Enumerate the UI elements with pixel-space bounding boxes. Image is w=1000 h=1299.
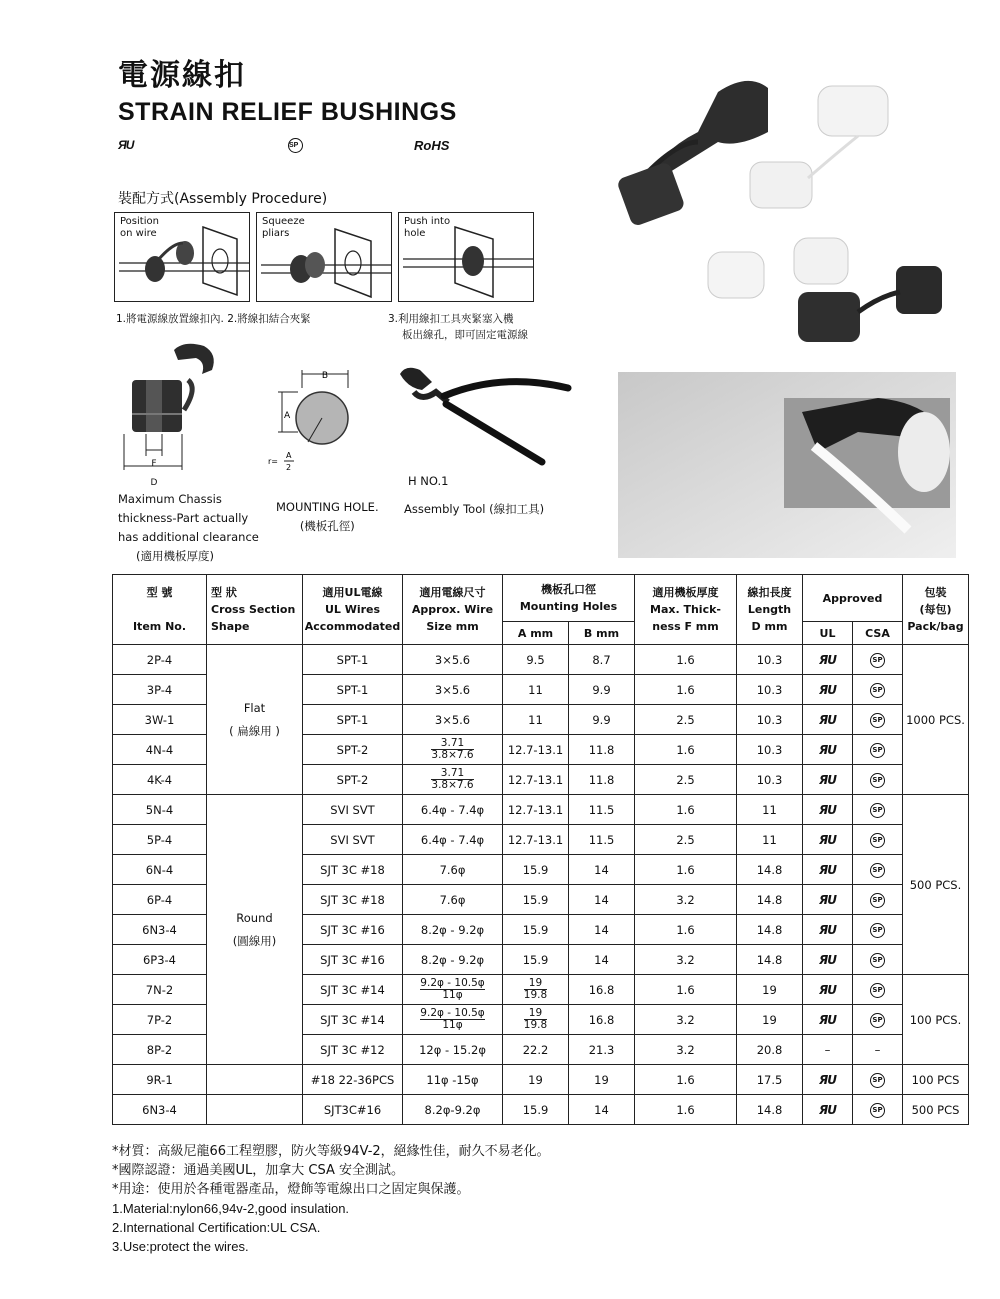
length: 14.8: [737, 915, 803, 945]
b-label: B: [321, 371, 329, 381]
table-row: [113, 1095, 969, 1125]
csa-approval: [853, 975, 903, 1005]
assembly-steps: [114, 212, 534, 302]
wire-size-fraction: [420, 1008, 484, 1031]
item-number: 3P-4: [113, 675, 207, 705]
wire-size: 7.6φ: [403, 855, 503, 885]
shape-name-cn: ( 扁線用 ): [229, 723, 280, 738]
csa-approval: [853, 855, 903, 885]
wire-size-top: 9.2φ - 10.5φ: [420, 977, 485, 989]
hole-a: 12.7-13.1: [503, 795, 569, 825]
header-mounting-holes: 機板孔口徑 Mounting Holes: [503, 575, 635, 622]
assembly-caption-1: 1.將電源線放置線扣內. 2.將線扣結合夾緊: [116, 313, 311, 325]
hole-b: 14: [569, 855, 635, 885]
ul-wire: SPT-1: [303, 705, 403, 735]
hole-a-bottom: 19.8: [523, 1019, 548, 1031]
ul-approval: [803, 675, 853, 705]
hole-b: 19: [569, 1065, 635, 1095]
wire-size: 3×5.6: [403, 645, 503, 675]
hole-a-fraction: [524, 1008, 547, 1031]
length: 14.8: [737, 855, 803, 885]
csa-logo: SP: [870, 773, 885, 788]
hole-a: 15.9: [503, 855, 569, 885]
ul-logo: ЯU: [819, 1102, 836, 1117]
hole-a-top: 19: [524, 978, 547, 990]
csa-logo: SP: [870, 713, 885, 728]
max-thickness: 3.2: [635, 945, 737, 975]
wire-size-bottom: 3.8×7.6: [431, 749, 474, 761]
ul-wire: SPT-2: [303, 765, 403, 795]
ul-wire: #18 22-36PCS: [303, 1065, 403, 1095]
ul-wire: SVI SVT: [303, 795, 403, 825]
wire-size: [403, 765, 503, 795]
ul-logo: ЯU: [819, 862, 836, 877]
csa-approval: [853, 795, 903, 825]
note-cn-certification: *國際認證：通過美國UL，加拿大 CSA 安全測試。: [112, 1163, 404, 1178]
csa-logo: SP: [870, 1073, 885, 1088]
length: 10.3: [737, 765, 803, 795]
length: 19: [737, 975, 803, 1005]
wire-size: 6.4φ - 7.4φ: [403, 795, 503, 825]
assembly-step-3: [398, 212, 534, 302]
r-label: r=: [268, 457, 278, 466]
hole-a: 19: [503, 1065, 569, 1095]
certification-row: ЯU SP RoHS: [118, 138, 450, 153]
max-thickness: 2.5: [635, 825, 737, 855]
length: 11: [737, 795, 803, 825]
note-cn-use: *用途：使用於各種電器產品，燈飾等電線出口之固定與保護。: [112, 1182, 470, 1197]
max-thickness: 1.6: [635, 1065, 737, 1095]
ul-wire: SJT 3C #18: [303, 855, 403, 885]
notes: [112, 1142, 550, 1256]
hole-a: 15.9: [503, 885, 569, 915]
hole-a: [503, 975, 569, 1005]
assembly-caption-2: 3.利用線扣工具夾緊塞入機: [388, 313, 514, 325]
wire-size-fraction: [420, 978, 484, 1001]
step-label: Push into hole: [404, 216, 451, 239]
ul-wire: SJT 3C #18: [303, 885, 403, 915]
cross-section-shape: [207, 1095, 303, 1125]
hole-a: 12.7-13.1: [503, 825, 569, 855]
item-number: 4N-4: [113, 735, 207, 765]
hole-b: 11.8: [569, 765, 635, 795]
item-number: 6N-4: [113, 855, 207, 885]
wire-size: 6.4φ - 7.4φ: [403, 825, 503, 855]
hole-a: 11: [503, 675, 569, 705]
csa-logo: SP: [870, 863, 885, 878]
item-number: 3W-1: [113, 705, 207, 735]
ul-logo: ЯU: [819, 892, 836, 907]
chassis-thickness-diagram: [118, 340, 238, 490]
cross-section-shape: [207, 645, 303, 795]
ul-logo: ЯU: [819, 1072, 836, 1087]
csa-logo: SP: [870, 683, 885, 698]
chassis-caption: Maximum Chassis thickness-Part actually has additional clearance (適用機板厚度): [118, 492, 259, 563]
cross-section-shape: [207, 1065, 303, 1095]
ul-approval: [803, 885, 853, 915]
max-thickness: 1.6: [635, 975, 737, 1005]
ul-wire: SVI SVT: [303, 825, 403, 855]
r-denominator: 2: [286, 463, 292, 472]
hole-b: 11.5: [569, 795, 635, 825]
length: 14.8: [737, 1095, 803, 1125]
item-number: 6N3-4: [113, 1095, 207, 1125]
csa-approval: [853, 945, 903, 975]
csa-logo: SP: [870, 1103, 885, 1118]
max-thickness: 1.6: [635, 1095, 737, 1125]
header-thickness: 適用機板厚度 Max. Thick- ness F mm: [635, 575, 737, 645]
csa-logo: SP: [870, 923, 885, 938]
r-numerator: A: [286, 451, 292, 460]
wire-size: [403, 975, 503, 1005]
ul-logo: ЯU: [819, 832, 836, 847]
header-a-mm: A mm: [503, 622, 569, 645]
csa-logo: SP: [870, 833, 885, 848]
wire-size-bottom: 11φ: [442, 1019, 463, 1031]
ul-wire: SJT 3C #12: [303, 1035, 403, 1065]
ul-logo: ЯU: [819, 772, 836, 787]
length: 20.8: [737, 1035, 803, 1065]
ul-approval: [803, 705, 853, 735]
assembly-caption-3: 板出線孔，即可固定電源線: [402, 329, 528, 341]
max-thickness: 1.6: [635, 795, 737, 825]
header-approved: Approved: [803, 575, 903, 622]
length: 14.8: [737, 885, 803, 915]
page-title: STRAIN RELIEF BUSHINGS: [118, 98, 457, 126]
wire-size-bottom: 11φ: [442, 989, 463, 1001]
ul-logo: ЯU: [819, 982, 836, 997]
length: 14.8: [737, 945, 803, 975]
csa-logo: SP: [870, 653, 885, 668]
csa-approval: –: [853, 1035, 903, 1065]
hole-a: 9.5: [503, 645, 569, 675]
max-thickness: 2.5: [635, 705, 737, 735]
csa-logo: SP: [870, 893, 885, 908]
csa-approval: [853, 675, 903, 705]
hole-a: 12.7-13.1: [503, 735, 569, 765]
ul-approval: –: [803, 1035, 853, 1065]
header-csa: CSA: [853, 622, 903, 645]
header-wire-size: 適用電線尺寸 Approx. Wire Size mm: [403, 575, 503, 645]
ul-logo: ЯU: [819, 712, 836, 727]
f-label: F: [151, 459, 157, 469]
wire-size: 8.2φ - 9.2φ: [403, 945, 503, 975]
hole-a: 12.7-13.1: [503, 765, 569, 795]
ul-approval: [803, 825, 853, 855]
hole-a-fraction: [524, 978, 547, 1001]
wire-size: [403, 1005, 503, 1035]
wire-size-top: 3.71: [431, 768, 473, 780]
hole-a: 11: [503, 705, 569, 735]
ul-wire: SJT 3C #16: [303, 945, 403, 975]
header-length: 線扣長度 Length D mm: [737, 575, 803, 645]
ul-logo: ЯU: [819, 682, 836, 697]
csa-approval: [853, 735, 903, 765]
item-number: 5P-4: [113, 825, 207, 855]
shape-name-cn: (圓線用): [232, 933, 277, 948]
push-into-hole-illustration: [399, 213, 535, 303]
wire-size: 11φ -15φ: [403, 1065, 503, 1095]
a-label: A: [284, 411, 291, 421]
max-thickness: 3.2: [635, 1005, 737, 1035]
length: 11: [737, 825, 803, 855]
item-number: 2P-4: [113, 645, 207, 675]
wire-size: 12φ - 15.2φ: [403, 1035, 503, 1065]
length: 10.3: [737, 645, 803, 675]
assembly-heading: 裝配方式(Assembly Procedure): [118, 191, 328, 207]
csa-logo: SP: [870, 953, 885, 968]
hole-b: 14: [569, 945, 635, 975]
d-label: D: [150, 478, 158, 488]
length: 10.3: [737, 735, 803, 765]
max-thickness: 3.2: [635, 885, 737, 915]
item-number: 7P-2: [113, 1005, 207, 1035]
shape-name: Flat: [243, 700, 266, 715]
ul-approval: [803, 735, 853, 765]
mounting-hole-diagram: [262, 360, 372, 480]
step-label: Squeeze pliars: [262, 216, 305, 239]
cross-section-shape: [207, 795, 303, 1065]
page-title-chinese: 電源線扣: [118, 58, 246, 93]
ul-approval: [803, 1065, 853, 1095]
hole-a: 15.9: [503, 915, 569, 945]
hole-b: 16.8: [569, 1005, 635, 1035]
wire-size-bottom: 3.8×7.6: [431, 779, 474, 791]
hole-b: 11.8: [569, 735, 635, 765]
ul-logo: ЯU: [819, 802, 836, 817]
note-cn-material: *材質：高級尼龍66工程塑膠，防火等級94V-2，絕緣性佳，耐久不易老化。: [112, 1144, 550, 1159]
max-thickness: 1.6: [635, 855, 737, 885]
ul-wire: SJT3C#16: [303, 1095, 403, 1125]
wire-size: 8.2φ - 9.2φ: [403, 915, 503, 945]
hole-b: 16.8: [569, 975, 635, 1005]
wire-size-fraction: [431, 768, 473, 791]
ul-approval: [803, 1005, 853, 1035]
wire-size-top: 9.2φ - 10.5φ: [420, 1007, 485, 1019]
pack-quantity: 500 PCS.: [903, 795, 969, 975]
item-number: 6P3-4: [113, 945, 207, 975]
hole-a: 15.9: [503, 1095, 569, 1125]
table-row: [113, 795, 969, 825]
item-number: 6N3-4: [113, 915, 207, 945]
ul-logo: ЯU: [819, 952, 836, 967]
ul-wire: SJT 3C #14: [303, 1005, 403, 1035]
spec-table-body: [113, 645, 969, 1125]
shape-name: Round: [236, 910, 273, 925]
item-number: 8P-2: [113, 1035, 207, 1065]
header-ul: UL: [803, 622, 853, 645]
max-thickness: 3.2: [635, 1035, 737, 1065]
item-number: 7N-2: [113, 975, 207, 1005]
length: 10.3: [737, 675, 803, 705]
max-thickness: 1.6: [635, 675, 737, 705]
item-number: 6P-4: [113, 885, 207, 915]
ul-wire: SPT-1: [303, 675, 403, 705]
wire-size: 8.2φ-9.2φ: [403, 1095, 503, 1125]
ul-approval: [803, 645, 853, 675]
max-thickness: 2.5: [635, 765, 737, 795]
rohs-logo: RoHS: [414, 138, 450, 153]
max-thickness: 1.6: [635, 915, 737, 945]
hole-a: 15.9: [503, 945, 569, 975]
wire-size-top: 3.71: [431, 738, 473, 750]
pack-quantity: 100 PCS: [903, 1065, 969, 1095]
assembly-step-1: [114, 212, 250, 302]
csa-approval: [853, 825, 903, 855]
csa-approval: [853, 915, 903, 945]
ul-approval: [803, 765, 853, 795]
step-label: Position on wire: [120, 216, 159, 239]
pack-quantity: 500 PCS: [903, 1095, 969, 1125]
csa-approval: [853, 1095, 903, 1125]
hole-a-bottom: 19.8: [523, 989, 548, 1001]
item-number: 9R-1: [113, 1065, 207, 1095]
ul-logo: ЯU: [819, 742, 836, 757]
ul-logo: ЯU: [118, 138, 134, 152]
item-number: 4K-4: [113, 765, 207, 795]
table-row: [113, 1065, 969, 1095]
hole-b: 21.3: [569, 1035, 635, 1065]
ul-wire: SPT-2: [303, 735, 403, 765]
ul-approval: [803, 795, 853, 825]
note-en-certification: 2.International Certification:UL CSA.: [112, 1220, 321, 1235]
hole-b: 9.9: [569, 705, 635, 735]
ul-approval: [803, 945, 853, 975]
product-photo: [618, 52, 956, 558]
hole-b: 14: [569, 915, 635, 945]
wire-size: 3×5.6: [403, 705, 503, 735]
header-pack: 包裝 (每包) Pack/bag: [903, 575, 969, 645]
item-number: 5N-4: [113, 795, 207, 825]
csa-logo: SP: [870, 983, 885, 998]
ul-logo: ЯU: [819, 922, 836, 937]
length: 19: [737, 1005, 803, 1035]
pack-quantity: 1000 PCS.: [903, 645, 969, 795]
hole-b: 14: [569, 885, 635, 915]
csa-approval: [853, 705, 903, 735]
hole-b: 14: [569, 1095, 635, 1125]
mounting-hole-caption: MOUNTING HOLE. (機板孔徑): [276, 500, 379, 533]
squeeze-pliars-illustration: [257, 213, 393, 303]
csa-logo: SP: [870, 743, 885, 758]
pack-quantity: 100 PCS.: [903, 975, 969, 1065]
ul-approval: [803, 975, 853, 1005]
hole-a-top: 19: [524, 1008, 547, 1020]
hole-b: 11.5: [569, 825, 635, 855]
csa-approval: [853, 645, 903, 675]
csa-logo: SP: [870, 1013, 885, 1028]
assembly-tool-illustration: [392, 362, 582, 472]
csa-approval: [853, 885, 903, 915]
header-ul-wires: 適用UL電線 UL Wires Accommodated: [303, 575, 403, 645]
ul-logo: ЯU: [819, 652, 836, 667]
wire-size-fraction: [431, 738, 473, 761]
position-on-wire-illustration: [115, 213, 251, 303]
ul-wire: SJT 3C #16: [303, 915, 403, 945]
note-en-use: 3.Use:protect the wires.: [112, 1239, 249, 1254]
hole-a: [503, 1005, 569, 1035]
hole-a: 22.2: [503, 1035, 569, 1065]
ul-approval: [803, 1095, 853, 1125]
hole-b: 9.9: [569, 675, 635, 705]
header-b-mm: B mm: [569, 622, 635, 645]
spec-table: [112, 574, 969, 1125]
assembly-step-2: [256, 212, 392, 302]
ul-logo: ЯU: [819, 1012, 836, 1027]
tool-number: H NO.1: [408, 474, 449, 488]
csa-logo: SP: [870, 803, 885, 818]
ul-approval: [803, 855, 853, 885]
ul-wire: SPT-1: [303, 645, 403, 675]
header-shape: 型 狀 Cross Section Shape: [207, 575, 303, 645]
ul-wire: SJT 3C #14: [303, 975, 403, 1005]
wire-size: 3×5.6: [403, 675, 503, 705]
max-thickness: 1.6: [635, 645, 737, 675]
ul-approval: [803, 915, 853, 945]
table-row: [113, 645, 969, 675]
hole-b: 8.7: [569, 645, 635, 675]
header-item: 型 號 Item No.: [113, 575, 207, 645]
note-en-material: 1.Material:nylon66,94v-2,good insulation.: [112, 1201, 350, 1216]
tool-caption: Assembly Tool (線扣工具): [404, 502, 545, 516]
csa-approval: [853, 1005, 903, 1035]
wire-size: 7.6φ: [403, 885, 503, 915]
max-thickness: 1.6: [635, 735, 737, 765]
csa-approval: [853, 765, 903, 795]
length: 10.3: [737, 705, 803, 735]
length: 17.5: [737, 1065, 803, 1095]
wire-size: [403, 735, 503, 765]
csa-approval: [853, 1065, 903, 1095]
